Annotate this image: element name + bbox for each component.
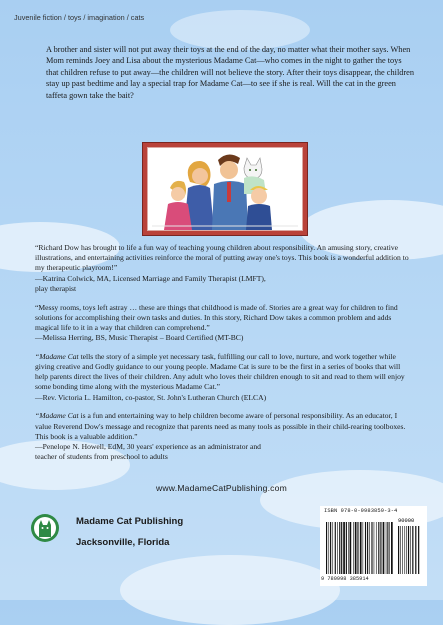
review	[35, 352, 415, 403]
review	[35, 411, 415, 462]
family-illustration-art	[148, 148, 302, 230]
review-attribution: play therapist	[35, 283, 77, 293]
review	[35, 243, 415, 294]
intro-paragraph: A brother and sister will not put away their toys at the end of the day, no matter what their mother says. When Mom reminds Joey and Lisa about the mysterious Madame Cat—who comes in the night to gather the toys that children refuse to put away—the children will not believe the story. After their toys disappear, the children stay up past bedtime and lay a special trap for Madame Cat—to see if she is real. Will the cat in the green taffeta gown take the bait?	[46, 45, 414, 100]
family-illustration	[147, 147, 303, 231]
isbn-text: ISBN 978-0-9983859-3-4	[324, 508, 398, 514]
review-attribution: —Melissa Herring, BS, Music Therapist – Board Certified (MT-BC)	[35, 333, 244, 343]
review	[35, 303, 415, 344]
isbn-barcode	[320, 506, 427, 586]
cloud	[120, 555, 340, 625]
price-code: 90000	[398, 518, 415, 524]
genre-line: Juvenile fiction / toys / imagination / cats	[14, 13, 145, 22]
publisher-city: Jacksonville, Florida	[76, 537, 170, 548]
review-list	[35, 243, 415, 471]
review-quote: “Madame Cat tells the story of a simple yet necessary task, fulfilling our call to love, nurture, and work together while giving creative and Godly guidance to our young people. Madame Cat is sure to be the first in a series of books that will help parents direct the lives of their children. Any adult who loves their children enough to sit and read to them will enjoy some bonding time along with the mysterious Madame Cat.”	[35, 351, 405, 392]
review-attribution: teacher of students from preschool to adults	[35, 452, 168, 462]
review-attribution: —Katrina Colwick, MA, Licensed Marriage and Family Therapist (LMFT),	[35, 273, 266, 283]
illustration-frame	[142, 142, 308, 236]
publisher-logo-icon	[30, 513, 60, 543]
review-quote: “Madame Cat is a fun and entertaining way to help children become aware of personal responsibility. As an educator, I value Reverend Dow's message and recognize that parents need as many tools as possible in their child-rearing toolboxes. This book is a valuable addition.”	[35, 411, 406, 441]
publisher-name: Madame Cat Publishing	[76, 516, 184, 527]
review-attribution: —Rev. Victoria L. Hamilton, co-pastor, St. John's Lutheran Church (ELCA)	[35, 392, 267, 402]
barcode-bars	[326, 518, 422, 575]
barcode-digits: 9 780998 385914	[321, 576, 369, 582]
review-quote: “Richard Dow has brought to life a fun way of teaching young children about responsibility. An amusing story, creative illustrations, and entertaining activities reinforce the moral of putting away one's toys. This book is a wonderful addition to my therapeutic playroom!”	[35, 243, 409, 273]
review-attribution: —Penelope N. Howell, EdM, 30 years' experience as an administrator and	[35, 441, 261, 451]
website-link[interactable]: www.MadameCatPublishing.com	[155, 483, 288, 493]
review-quote: “Messy rooms, toys left astray … these are things that childhood is made of. Stories are a great way for children to find solutions for accomplishing their own tasks and duties. In this story, Richard Dow takes a common problem and adds magical life to it in a way that children can comprehend.”	[35, 302, 398, 332]
